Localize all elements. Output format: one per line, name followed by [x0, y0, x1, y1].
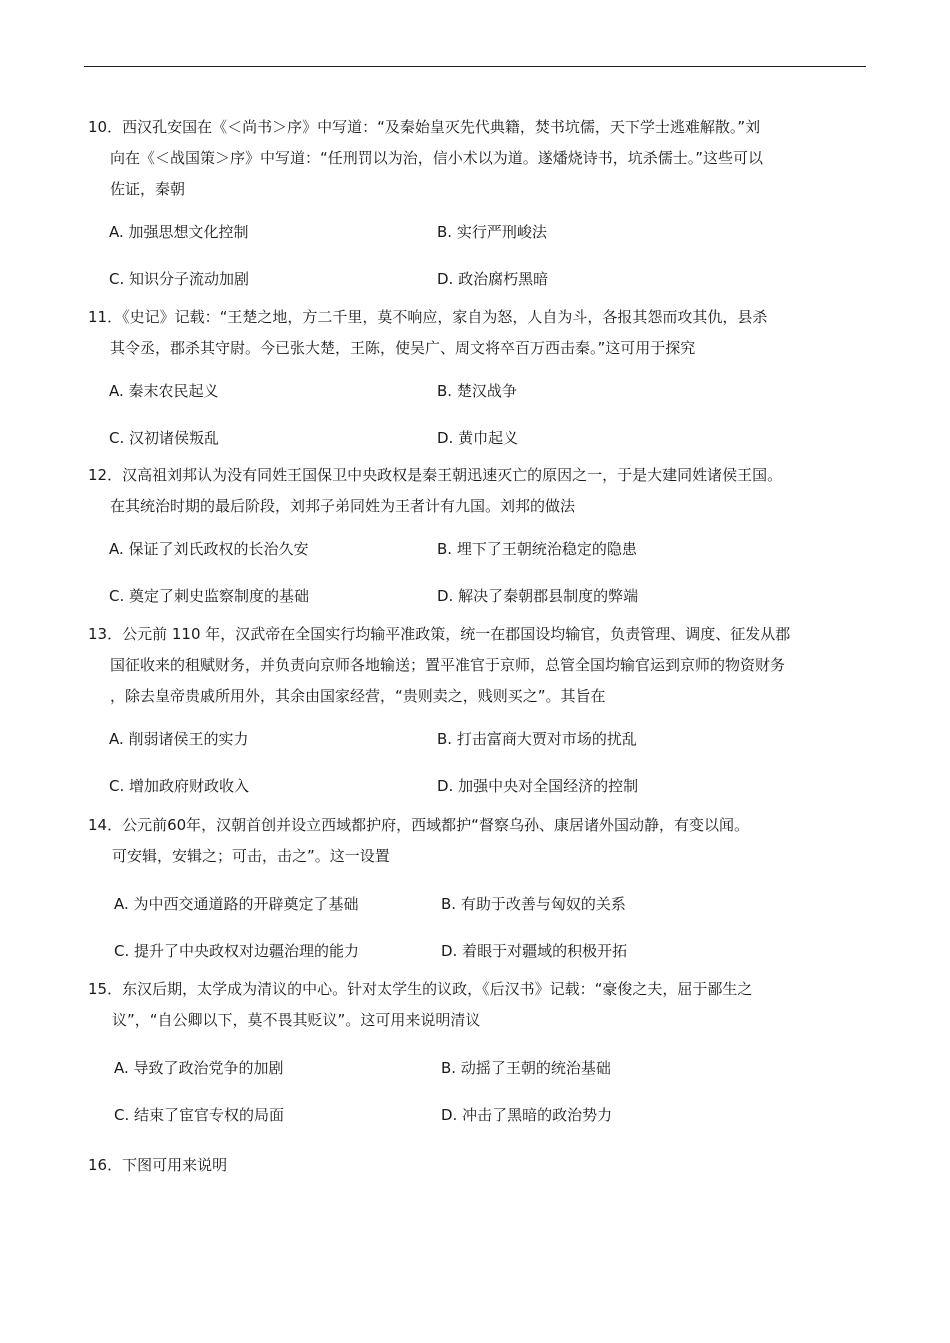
option-row [88, 539, 878, 586]
option-a[interactable]: A. 加强思想文化控制 [109, 223, 249, 241]
option-d[interactable]: D. 黄巾起义 [437, 429, 519, 447]
header-rule [84, 66, 866, 67]
stem-line: 13．公元前 110 年，汉武帝在全国实行均输平准政策，统一在郡国设均输官，负责管理、调度、征发从郡 [88, 625, 791, 643]
stem-line: ，除去皇帝贵戚所用外，其余由国家经营，“贵则卖之，贱则买之”。其旨在 [110, 687, 606, 705]
option-row [88, 894, 878, 941]
option-a[interactable]: A. 秦末农民起义 [109, 382, 219, 400]
stem-line: 佐证，秦朝 [110, 180, 186, 198]
question-stem [88, 460, 878, 522]
option-row [88, 222, 878, 269]
option-c[interactable]: C. 汉初诸侯叛乱 [109, 429, 220, 447]
option-c[interactable]: C. 奠定了刺史监察制度的基础 [109, 587, 310, 605]
option-d[interactable]: D. 解决了秦朝郡县制度的弊端 [437, 587, 639, 605]
question-11 [88, 302, 878, 475]
option-c[interactable]: C. 提升了中央政权对边疆治理的能力 [114, 942, 360, 960]
option-row [88, 1105, 878, 1152]
option-d[interactable]: D. 政治腐朽黑暗 [437, 270, 549, 288]
option-b[interactable]: B. 动摇了王朝的统治基础 [441, 1059, 611, 1077]
option-row [88, 381, 878, 428]
stem-line: 向在《＜战国策＞序》中写道：“任刑罚以为治，信小术以为道。遂燔烧诗书，坑杀儒士。”这些可以 [110, 149, 764, 167]
question-13 [88, 619, 878, 823]
option-a[interactable]: A. 导致了政治党争的加剧 [114, 1059, 284, 1077]
option-c[interactable]: C. 知识分子流动加剧 [109, 270, 250, 288]
stem-line: 在其统治时期的最后阶段，刘邦子弟同姓为王者计有九国。刘邦的做法 [110, 497, 576, 515]
option-b[interactable]: B. 埋下了王朝统治稳定的隐患 [437, 540, 637, 558]
option-d[interactable]: D. 加强中央对全国经济的控制 [437, 777, 639, 795]
question-16 [88, 1150, 878, 1181]
option-d[interactable]: D. 冲击了黑暗的政治势力 [441, 1106, 613, 1124]
question-15 [88, 974, 878, 1152]
option-d[interactable]: D. 着眼于对疆域的积极开拓 [441, 942, 628, 960]
stem-line: 15．东汉后期，太学成为清议的中心。针对太学生的议政，《后汉书》记载：“豪俊之夫，屈于鄙生之 [88, 980, 753, 998]
question-stem [88, 974, 878, 1036]
stem-line: 16．下图可用来说明 [88, 1156, 228, 1174]
option-b[interactable]: B. 打击富商大贾对市场的扰乱 [437, 730, 637, 748]
stem-line: 12．汉高祖刘邦认为没有同姓王国保卫中央政权是秦王朝迅速灭亡的原因之一，于是大建同姓诸侯王国。 [88, 466, 783, 484]
option-a[interactable]: A. 保证了刘氏政权的长治久安 [109, 540, 309, 558]
stem-line: 国征收来的租赋财务，并负责向京师各地输送；置平准官于京师，总管全国均输官运到京师的物资财务 [110, 656, 786, 674]
stem-line: 10．西汉孔安国在《＜尚书＞序》中写道：“及秦始皇灭先代典籍，焚书坑儒，天下学士逃难解散。”刘 [88, 118, 761, 136]
option-a[interactable]: A. 为中西交通道路的开辟奠定了基础 [114, 895, 359, 913]
option-row [88, 729, 878, 776]
option-c[interactable]: C. 结束了宦官专权的局面 [114, 1106, 285, 1124]
option-b[interactable]: B. 楚汉战争 [437, 382, 517, 400]
option-c[interactable]: C. 增加政府财政收入 [109, 777, 250, 795]
question-stem [88, 1150, 878, 1181]
question-stem [88, 810, 878, 872]
option-b[interactable]: B. 有助于改善与匈奴的关系 [441, 895, 626, 913]
stem-line: 议”，“自公卿以下，莫不畏其贬议”。这可用来说明清议 [112, 1011, 481, 1029]
question-12 [88, 460, 878, 633]
question-10 [88, 112, 878, 316]
question-stem [88, 619, 878, 712]
stem-line: 14．公元前60年，汉朝首创并设立西域都护府，西域都护“督察乌孙、康居诸外国动静，有变以闻。 [88, 816, 749, 834]
question-stem [88, 302, 878, 364]
stem-line: 可安辑，安辑之；可击，击之”。这一设置 [112, 847, 390, 865]
option-row [88, 1058, 878, 1105]
stem-line: 11．《史记》记载：“王楚之地，方二千里，莫不响应，家自为怒，人自为斗，各报其怨而攻其仇，县杀 [88, 308, 768, 326]
question-stem [88, 112, 878, 205]
option-a[interactable]: A. 削弱诸侯王的实力 [109, 730, 249, 748]
question-14 [88, 810, 878, 988]
option-b[interactable]: B. 实行严刑峻法 [437, 223, 547, 241]
stem-line: 其令丞，郡杀其守尉。今已张大楚，王陈，使吴广、周文将卒百万西击秦。”这可用于探究 [110, 339, 696, 357]
